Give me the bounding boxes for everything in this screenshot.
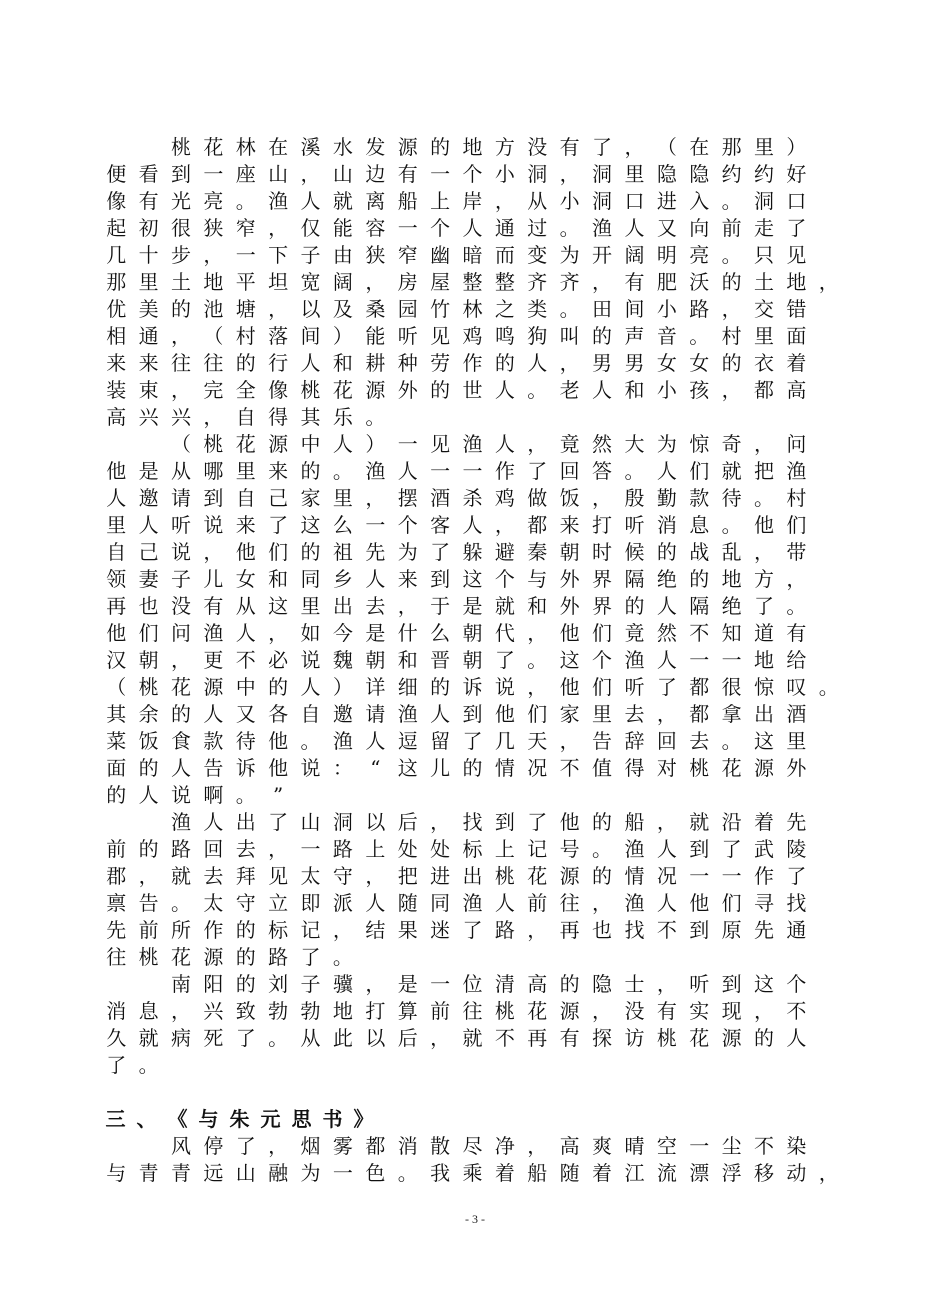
body-line: 郡 ， 就 去 拜 见 太 守 ， 把 进 出 桃 花 源 的 情 况 一 一 作 了	[106, 864, 807, 888]
body-line: 再 也 没 有 从 这 里 出 去 ， 于 是 就 和 外 界 的 人 隔 绝 了 。	[106, 594, 807, 618]
page-number: - 3 -	[465, 1212, 485, 1226]
body-line: 菜 饭 食 款 待 他 。 渔 人 逗 留 了 几 天 ， 告 辞 回 去 。 这 里	[106, 729, 807, 753]
body-line: （ 桃 花 源 中 人 ） 一 见 渔 人 ， 竟 然 大 为 惊 奇 ， 问	[170, 432, 807, 456]
section-line: 与 青 青 远 山 融 为 一 色 。 我 乘 着 船 随 着 江 流 漂 浮 移 动 ，	[106, 1161, 839, 1185]
body-line: 人 邀 请 到 自 己 家 里 ， 摆 酒 杀 鸡 做 饭 ， 殷 勤 款 待 。 村	[106, 486, 807, 510]
section-gap	[100, 1079, 845, 1106]
body-line: 消 息 ， 兴 致 勃 勃 地 打 算 前 往 桃 花 源 ， 没 有 实 现 ， 不	[106, 999, 807, 1023]
translation-paragraphs	[100, 134, 845, 1079]
body-line: 面 的 人 告 诉 他 说 ： “ 这 儿 的 情 况 不 值 得 对 桃 花 源 外	[106, 756, 807, 780]
body-line: 那 里 土 地 平 坦 宽 阔 ， 房 屋 整 整 齐 齐 ， 有 肥 沃 的 土 地 ，	[106, 270, 839, 294]
body-line: 装 束 ， 完 全 像 桃 花 源 外 的 世 人 。 老 人 和 小 孩 ， 都 高	[106, 378, 807, 402]
body-line: 久 就 病 死 了 。 从 此 以 后 ， 就 不 再 有 探 访 桃 花 源 的 人	[106, 1026, 807, 1050]
section-paragraph	[100, 1133, 845, 1187]
body-line: 几 十 步 ， 一 下 子 由 狭 窄 幽 暗 而 变 为 开 阔 明 亮 。 只 见	[106, 243, 807, 267]
body-line: （ 桃 花 源 中 的 人 ） 详 细 的 诉 说 ， 他 们 听 了 都 很 惊 叹 。	[106, 675, 839, 699]
body-line: 像 有 光 亮 。 渔 人 就 离 船 上 岸 ， 从 小 洞 口 进 入 。 洞 口	[106, 189, 807, 213]
body-line: 起 初 很 狭 窄 ， 仅 能 容 一 个 人 通 过 。 渔 人 又 向 前 走 了	[106, 216, 807, 240]
body-line: 南 阳 的 刘 子 骥 ， 是 一 位 清 高 的 隐 士 ， 听 到 这 个	[170, 972, 807, 996]
body-line: 高 兴 兴 ， 自 得 其 乐 。	[106, 405, 386, 429]
body-line: 了 。	[106, 1053, 159, 1077]
body-line: 的 人 说 啊 。 ”	[106, 783, 284, 807]
body-line: 汉 朝 ， 更 不 必 说 魏 朝 和 晋 朝 了 。 这 个 渔 人 一 一 地 给	[106, 648, 807, 672]
body-line: 往 桃 花 源 的 路 了 。	[106, 945, 353, 969]
section-heading	[100, 1106, 845, 1133]
body-line: 相 通 ， （ 村 落 间 ） 能 听 见 鸡 鸣 狗 叫 的 声 音 。 村 里 面	[106, 324, 807, 348]
body-line: 渔 人 出 了 山 洞 以 后 ， 找 到 了 他 的 船 ， 就 沿 着 先	[170, 810, 807, 834]
body-line: 里 人 听 说 来 了 这 么 一 个 客 人 ， 都 来 打 听 消 息 。 他 们	[106, 513, 807, 537]
body-line: 自 己 说 ， 他 们 的 祖 先 为 了 躲 避 秦 朝 时 候 的 战 乱 ， 带	[106, 540, 807, 564]
body-line: 其 余 的 人 又 各 自 邀 请 渔 人 到 他 们 家 里 去 ， 都 拿 出 酒	[106, 702, 807, 726]
body-line: 他 是 从 哪 里 来 的 。 渔 人 一 一 作 了 回 答 。 人 们 就 把 渔	[106, 459, 807, 483]
body-line: 便 看 到 一 座 山 ， 山 边 有 一 个 小 洞 ， 洞 里 隐 隐 约 约 好	[106, 162, 807, 186]
body-text	[100, 134, 845, 1187]
body-line: 先 前 所 作 的 标 记 ， 结 果 迷 了 路 ， 再 也 找 不 到 原 先 通	[106, 918, 807, 942]
body-line: 来 来 往 往 的 行 人 和 耕 种 劳 作 的 人 ， 男 男 女 女 的 衣 着	[106, 351, 807, 375]
section-line: 风 停 了 ， 烟 雾 都 消 散 尽 净 ， 高 爽 晴 空 一 尘 不 染	[170, 1134, 807, 1158]
body-line: 前 的 路 回 去 ， 一 路 上 处 处 标 上 记 号 。 渔 人 到 了 武 陵	[106, 837, 807, 861]
body-line: 优 美 的 池 塘 ， 以 及 桑 园 竹 林 之 类 。 田 间 小 路 ， 交 错	[106, 297, 807, 321]
body-line: 禀 告 。 太 守 立 即 派 人 随 同 渔 人 前 往 ， 渔 人 他 们 寻 找	[106, 891, 807, 915]
section-heading-text: 三 、 《 与 朱 元 思 书 》	[105, 1107, 374, 1131]
body-line: 桃 花 林 在 溪 水 发 源 的 地 方 没 有 了 ， （ 在 那 里 ）	[170, 135, 807, 159]
body-line: 他 们 问 渔 人 ， 如 今 是 什 么 朝 代 ， 他 们 竟 然 不 知 道 有	[106, 621, 807, 645]
body-line: 领 妻 子 儿 女 和 同 乡 人 来 到 这 个 与 外 界 隔 绝 的 地 方 ，	[106, 567, 807, 591]
